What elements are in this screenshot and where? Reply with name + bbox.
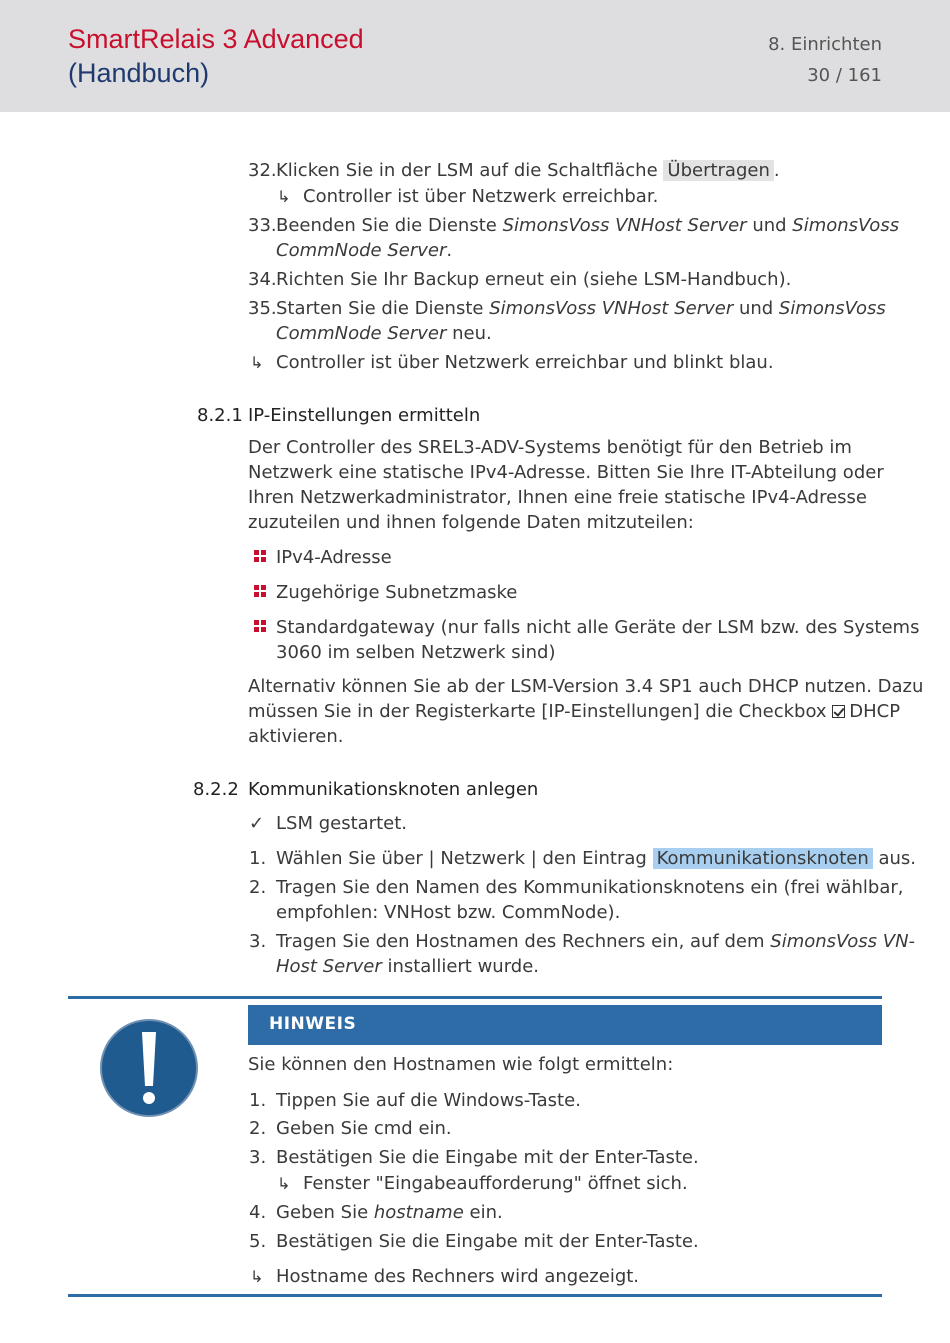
red-square-bullet-icon [254,550,266,562]
step-result: Controller ist über Netzwerk erreichbar. [303,186,659,207]
section-number: 8.2.2 [193,779,239,800]
document-title-line1: SmartRelais 3 Advanced [68,24,364,54]
step-number: 33. [248,215,277,236]
step-text: Geben Sie cmd ein. [276,1118,452,1139]
list-item: IPv4-Adresse [276,547,392,568]
paragraph-line: aktivieren. [248,726,344,747]
step-number: 34. [248,269,277,290]
step-number: 1. [249,1090,267,1111]
paragraph-line: Ihren Netzwerkadministrator, Ihnen eine freie statische IPv4-Adresse [248,487,867,508]
step-number: 2. [249,1118,267,1139]
checked-checkbox-icon [832,705,845,718]
chapter-info [768,29,882,91]
step-number: 35. [248,298,277,319]
result-arrow-icon: ↳ [277,1174,291,1193]
kommunikationsknoten-ref: Kommunikationsknoten [653,848,873,869]
note-header [248,1005,882,1045]
uebertragen-button-ref: Übertragen [663,160,773,181]
section-heading: IP-Einstellungen ermitteln [248,405,481,426]
step-result: Fenster "Eingabeaufforderung" öffnet sich. [303,1173,688,1194]
list-item-cont: 3060 im selben Netzwerk sind) [276,642,556,663]
step-number: 3. [249,1147,267,1168]
step-text: Tragen Sie den Namen des Kommunikationsknotens ein (frei wählbar, [276,877,904,898]
step-number: 3. [249,931,267,952]
step-number: 32. [248,160,277,181]
step-text: Richten Sie Ihr Backup erneut ein (siehe LSM-Handbuch). [276,269,792,290]
step-text-cont: CommNode Server neu. [276,323,492,344]
section-heading: Kommunikationsknoten anlegen [248,779,539,800]
list-item: Standardgateway (nur falls nicht alle Geräte der LSM bzw. des Systems [276,617,920,638]
note-result: Hostname des Rechners wird angezeigt. [276,1266,640,1287]
page-number: 30 / 161 [807,65,882,86]
note-label: HINWEIS [269,1014,357,1034]
section-number: 8.2.1 [197,405,243,426]
result-arrow-icon: ↳ [250,353,264,372]
step-text: Wählen Sie über | Netzwerk | den Eintrag Kommunikationsknoten aus. [276,848,917,869]
note-intro: Sie können den Hostnamen wie folgt ermitteln: [248,1054,674,1075]
result-arrow-icon: ↳ [277,187,291,206]
step-text: Tippen Sie auf die Windows-Taste. [276,1090,581,1111]
document-title [68,22,364,90]
checkmark-icon: ✓ [249,813,265,834]
step-number: 1. [249,848,267,869]
note-top-rule [68,996,882,999]
step-text: Klicken Sie in der LSM auf die Schaltfläche Übertragen . [276,160,780,181]
paragraph-line: Der Controller des SREL3-ADV-Systems benötigt für den Betrieb im [248,437,852,458]
step-text: Geben Sie hostname ein. [276,1202,503,1223]
step-text: Starten Sie die Dienste SimonsVoss VNHost Server und SimonsVoss [276,298,886,319]
paragraph-line: zuzuteilen und ihnen folgende Daten mitzuteilen: [248,512,694,533]
paragraph-line: müssen Sie in der Registerkarte [IP-Einstellungen] die Checkbox DHCP [248,701,901,722]
page-header [0,0,950,112]
step-number: 4. [249,1202,267,1223]
step-number: 2. [249,877,267,898]
final-result: Controller ist über Netzwerk erreichbar und blinkt blau. [276,352,774,373]
result-arrow-icon: ↳ [250,1267,264,1286]
document-title-line2: (Handbuch) [68,58,210,88]
paragraph-line: Netzwerk eine statische IPv4-Adresse. Bitten Sie Ihre IT-Abteilung oder [248,462,884,483]
step-text-cont: empfohlen: VNHost bzw. CommNode). [276,902,621,923]
step-text: Bestätigen Sie die Eingabe mit der Enter-Taste. [276,1231,699,1252]
step-text: Beenden Sie die Dienste SimonsVoss VNHost Server und SimonsVoss [276,215,900,236]
step-text-cont: Host Server installiert wurde. [276,956,540,977]
red-square-bullet-icon [254,585,266,597]
note-bottom-rule [68,1294,882,1297]
exclamation-circle-icon [99,1018,199,1118]
step-number: 5. [249,1231,267,1252]
step-text-cont: CommNode Server. [276,240,453,261]
red-square-bullet-icon [254,620,266,632]
step-text: Tragen Sie den Hostnamen des Rechners ein, auf dem SimonsVoss VN- [276,931,916,952]
paragraph-line: Alternativ können Sie ab der LSM-Version 3.4 SP1 auch DHCP nutzen. Dazu [248,676,924,697]
chapter-title: 8. Einrichten [768,34,882,55]
step-text: Bestätigen Sie die Eingabe mit der Enter-Taste. [276,1147,699,1168]
list-item: Zugehörige Subnetzmaske [276,582,518,603]
precondition-text: LSM gestartet. [276,813,407,834]
